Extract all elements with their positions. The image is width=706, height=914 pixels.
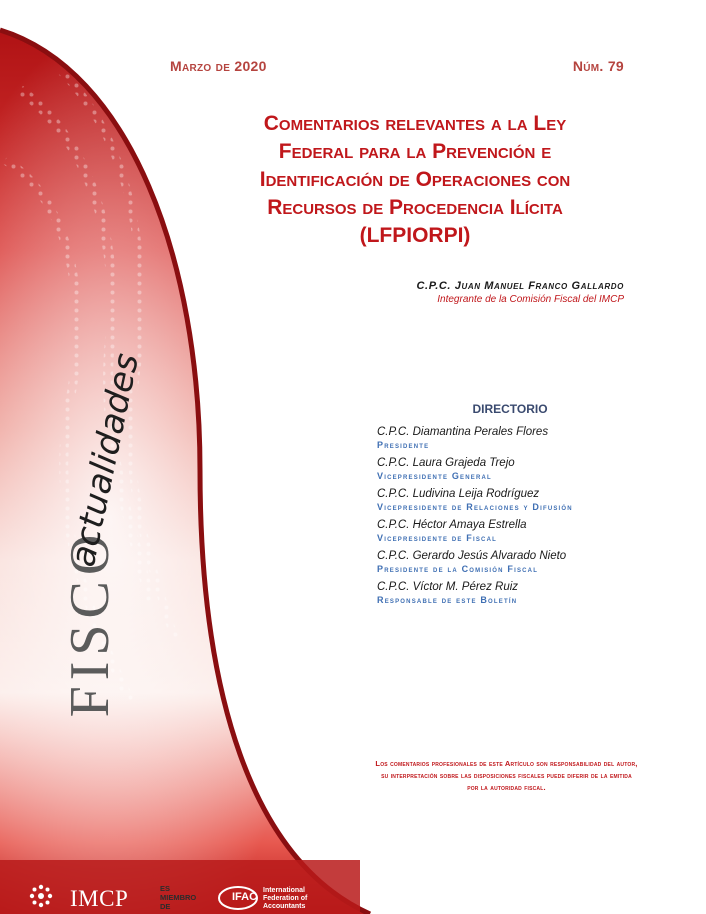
directory-member [377, 518, 677, 549]
directory-member [377, 425, 677, 456]
member-role: Presidente de la Comisión Fiscal [377, 564, 539, 574]
ifac-wordmark: IFAC [232, 891, 258, 903]
member-name: C.P.C. Gerardo Jesús Alvarado Nieto [377, 550, 567, 562]
directory-list [377, 425, 677, 611]
member-name: C.P.C. Diamantina Perales Flores [377, 426, 549, 438]
directory-member [377, 456, 677, 487]
title-line: Recursos de Procedencia Ilícita [267, 196, 563, 219]
title-line: Identificación de Operaciones con [259, 168, 571, 191]
directory-member [377, 487, 677, 518]
imcp-wordmark: IMCP [70, 886, 129, 911]
member-name: C.P.C. Héctor Amaya Estrella [377, 519, 527, 531]
member-role: Presidente [377, 440, 430, 450]
member-role: Vicepresidente de Relaciones y Difusión [377, 502, 573, 512]
author-role: Integrante de la Comisión Fiscal del IMCP [437, 294, 624, 305]
author-name: C.P.C. Juan Manuel Franco Gallardo [416, 280, 624, 292]
member-name: C.P.C. Víctor M. Pérez Ruiz [377, 581, 519, 593]
issue-date: Marzo de 2020 [170, 58, 267, 74]
article-title [225, 110, 605, 250]
member-name: C.P.C. Laura Grajeda Trejo [377, 457, 515, 469]
member-role: Responsable de este Boletín [377, 595, 518, 605]
ifac-name: International Federation of Accountants [263, 887, 308, 910]
directory-heading: DIRECTORIO [472, 402, 548, 416]
brand-fisco: FISCO [59, 528, 121, 718]
title-line: Comentarios relevantes a la Ley [263, 112, 567, 135]
brand-actualidades: actualidades [62, 349, 148, 571]
title-line: Federal para la Prevención e [278, 140, 552, 163]
member-role: Vicepresidente General [377, 471, 492, 481]
directory-member [377, 580, 677, 611]
title-line: (LFPIORPI) [359, 224, 471, 247]
issue-number: Núm. 79 [572, 58, 624, 74]
member-role: Vicepresidente de Fiscal [377, 533, 497, 543]
disclaimer: Los comentarios profesionales de este Artículo son responsabilidad del autor, su interpretación sobre las disposiciones fiscales puede diferir de la emitida por la autoridad fiscal. [375, 759, 638, 792]
directory-member [377, 549, 677, 580]
member-label: ES MIEMBRO DE [160, 884, 197, 911]
member-name: C.P.C. Ludivina Leija Rodríguez [377, 488, 540, 500]
